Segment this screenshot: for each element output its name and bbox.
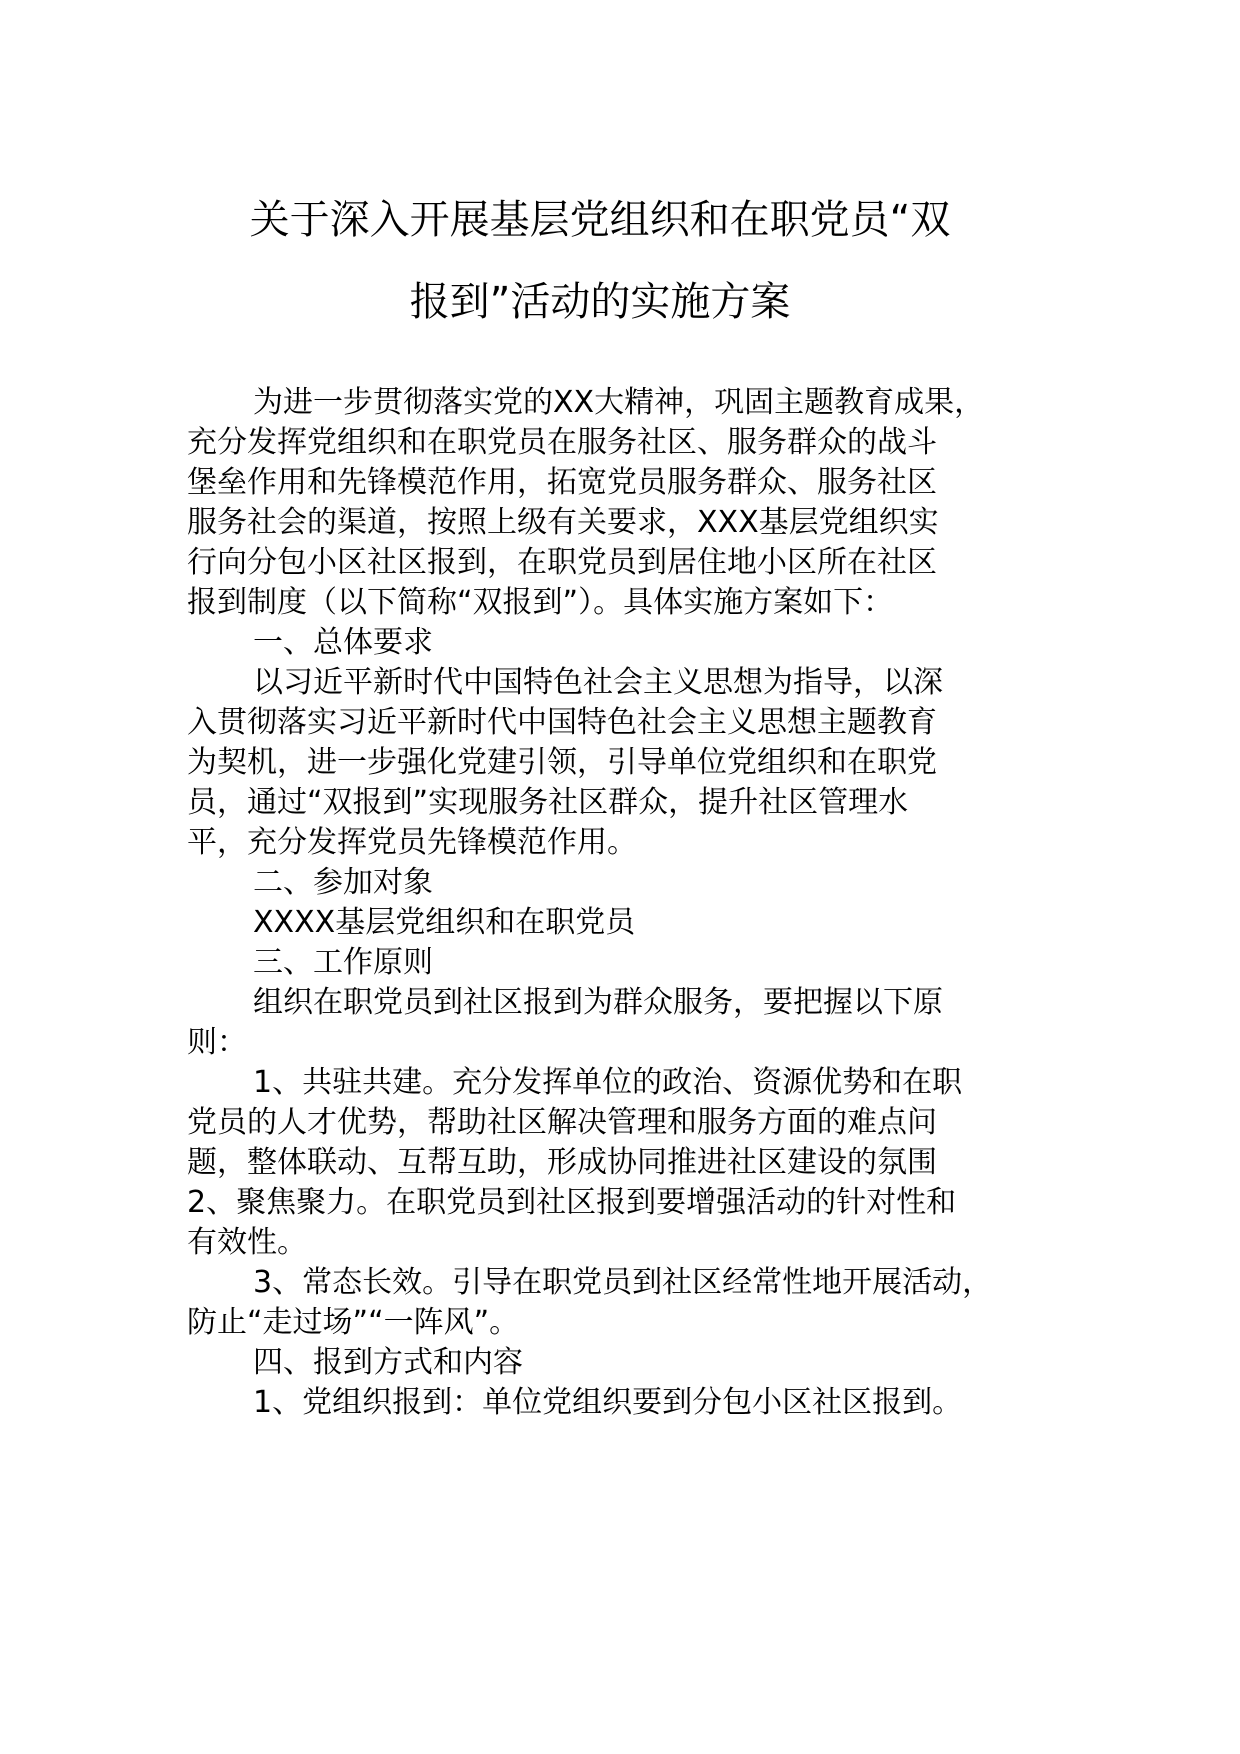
paragraph-line: 防止“走过场”“一阵风”。 [187, 1305, 520, 1340]
paragraph-line: 题，整体联动、互帮互助，形成协同推进社区建设的氛围 [187, 1145, 937, 1180]
paragraph-line: 入贯彻落实习近平新时代中国特色社会主义思想主题教育 [187, 705, 937, 740]
paragraph-line: 行向分包小区社区报到，在职党员到居住地小区所在社区 [187, 545, 937, 580]
paragraph-line: 服务社会的渠道，按照上级有关要求，XXX基层党组织实 [187, 505, 939, 540]
paragraph-line: 为进一步贯彻落实党的XX大精神，巩固主题教育成果， [253, 385, 985, 420]
paragraph-line: 有效性。 [187, 1225, 307, 1260]
section-heading-1: 一、总体要求 [253, 625, 433, 660]
section-heading-4: 四、报到方式和内容 [253, 1345, 523, 1380]
section-heading-2: 二、参加对象 [253, 865, 433, 900]
paragraph-line: 报到制度（以下简称“双报到”）。具体实施方案如下： [187, 585, 894, 620]
document-title-line-2: 报到”活动的实施方案 [409, 279, 791, 325]
paragraph-line: 以习近平新时代中国特色社会主义思想为指导，以深 [253, 665, 943, 700]
document-title-line-1: 关于深入开展基层党组织和在职党员“双 [249, 197, 951, 243]
list-item: 1、共驻共建。充分发挥单位的政治、资源优势和在职 [253, 1065, 963, 1100]
paragraph-line: 堡垒作用和先锋模范作用，拓宽党员服务群众、服务社区 [187, 465, 937, 500]
paragraph-line: 组织在职党员到社区报到为群众服务，要把握以下原 [253, 985, 943, 1020]
paragraph-line: 平，充分发挥党员先锋模范作用。 [187, 825, 637, 860]
section-heading-3: 三、工作原则 [253, 945, 433, 980]
paragraph-line: 则： [187, 1025, 247, 1060]
list-item: 1、党组织报到：单位党组织要到分包小区社区报到。 [253, 1385, 963, 1420]
paragraph-line: XXXX基层党组织和在职党员 [253, 905, 636, 940]
list-item: 3、常态长效。引导在职党员到社区经常性地开展活动， [253, 1265, 993, 1300]
paragraph-line: 充分发挥党组织和在职党员在服务社区、服务群众的战斗 [187, 425, 937, 460]
paragraph-line: 党员的人才优势，帮助社区解决管理和服务方面的难点问 [187, 1105, 937, 1140]
paragraph-line: 为契机，进一步强化党建引领，引导单位党组织和在职党 [187, 745, 937, 780]
paragraph-line: 员，通过“双报到”实现服务社区群众，提升社区管理水 [187, 785, 909, 820]
list-item: 2、聚焦聚力。在职党员到社区报到要增强活动的针对性和 [187, 1185, 957, 1220]
